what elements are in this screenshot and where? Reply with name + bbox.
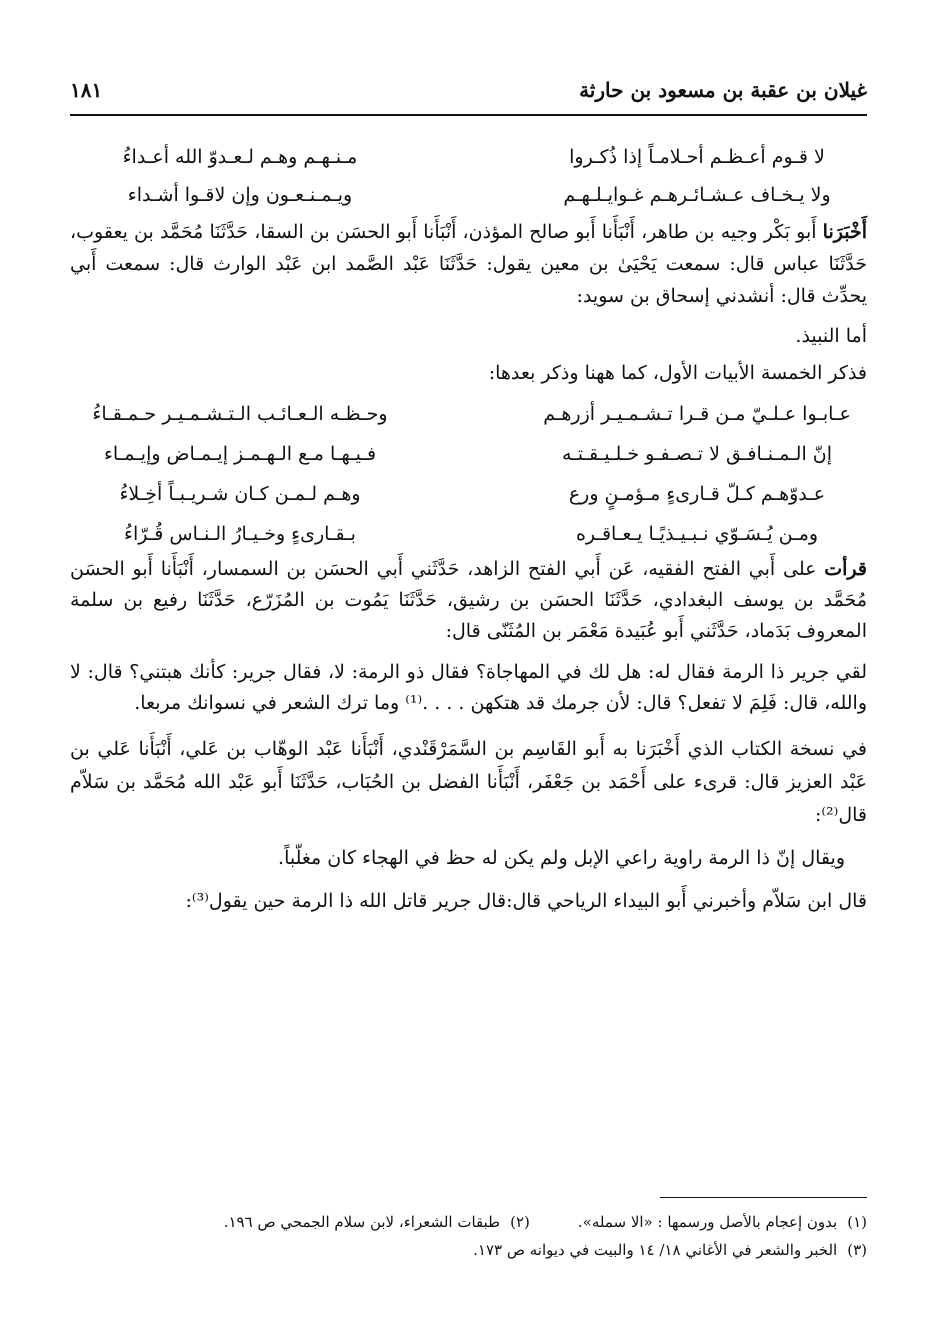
narrative-paragraph: قال ابن سَلاّم وأخبرني أَبو البيداء الرياحي قال:قال جرير قاتل الله ذا الرمة حين يقول⁽³⁾: bbox=[185, 890, 867, 912]
running-header bbox=[70, 68, 867, 112]
verse-line bbox=[70, 474, 867, 514]
paragraph-lead-word: أَخْبَرَنا bbox=[822, 221, 867, 243]
verse-second-hemistich: وحـظـه الـعـائـب الـتـشـمـيـر حـمـقـاءُ bbox=[92, 402, 388, 425]
footnote-text: الخبر والشعر في الأغاني ١٨/ ١٤ والبيت في ديوانه ص ١٧٣. bbox=[473, 1241, 838, 1259]
verse-second-hemistich: فـيـهـا مـع الـهـمـز إيـمـاض وإيـمـاء bbox=[103, 442, 377, 465]
text-line: فذكر الخمسة الأبيات الأول، كما ههنا وذكر بعدها: bbox=[488, 362, 867, 384]
paragraph-text: أَبو بَكْر وجيه بن طاهر، أَنْبَأَنا أَبو صالح المؤذن، أَنْبَأَنا أَبو الحسَن بن السقا، حَدَّثَنَا مُحَمَّد بن يعقوب، حَدَّثَنَا عباس قال: سمعت يَحْيَىٰ بن معين يقول: حَدَّثَنَا عَبْد الصَّمد ابن عَبْد الوارث قال: سمعت أَبي يحدِّث قال: أنشدني إسحاق بن سويد: bbox=[70, 221, 867, 307]
footnote-number: (١) bbox=[847, 1213, 867, 1231]
narrative-paragraph: ويقال إنّ ذا الرمة راوية راعي الإبل ولم يكن له حظ في الهجاء كان مغلّباً. bbox=[278, 847, 845, 869]
footnote-number: (٣) bbox=[847, 1241, 867, 1259]
text-line: أما النبيذ. bbox=[795, 325, 867, 347]
verse-line bbox=[70, 514, 867, 554]
footnote-rule bbox=[660, 1197, 867, 1198]
paragraph-text: على أَبي الفتح الفقيه، عَن أَبي الفتح الزاهد، حَدَّثَني أَبي الحسَن بن السمسار، أَنْبَأَنا أَبو الحسَن مُحَمَّد بن يوسف البغدادي، حَدَّثَنَا الحسَن بن رشيق، حَدَّثَنَا يَمُوت بن المُزَرّع، حَدَّثَنَا رفيع بن سلمة المعروف بَدَماد، حَدَّثَني أَبو عُبَيدة مَعْمَر بن المُثَنّى قال: bbox=[70, 558, 867, 642]
verse-second-hemistich: مـنـهـم وهـم لـعـدوّ الله أعـداءُ bbox=[122, 145, 358, 168]
header-rule bbox=[70, 114, 867, 116]
verse-line bbox=[70, 176, 867, 214]
paragraph-lead-word: قرأت bbox=[824, 558, 867, 580]
narrative-paragraph: لقي جرير ذا الرمة فقال له: هل لك في المهاجاة؟ فقال ذو الرمة: لا، فقال جرير: كأنك هبتني؟ قال: لا والله، قال: فَلِمَ لا تفعل؟ قال: لأن جرمك قد هتكهن . . . .⁽¹⁾ وما ترك الشعر في نسوانك مربعا. bbox=[70, 661, 867, 714]
verse-line bbox=[70, 138, 867, 176]
footnote-line bbox=[70, 1208, 867, 1236]
footnote-line bbox=[70, 1236, 867, 1264]
verse-line bbox=[70, 394, 867, 434]
page-number: ١٨١ bbox=[70, 78, 103, 102]
footnotes bbox=[70, 1208, 867, 1264]
verse-first-hemistich: إنّ الـمـنـافـق لا تـصـفـو خـلـيـقـتـه bbox=[561, 442, 833, 465]
verse-first-hemistich: ومـن يُـسَـوّي نـبـيـذيًـا يـعـاقـره bbox=[575, 522, 819, 545]
main-text bbox=[70, 138, 867, 927]
footnote-number: (٢) bbox=[510, 1213, 530, 1231]
verse-first-hemistich: لا قـوم أعـظـم أحـلامـاً إذا ذُكـروا bbox=[569, 145, 825, 168]
footnote-text: طبقات الشعراء، لابن سلام الجمحي ص ١٩٦. bbox=[223, 1213, 501, 1231]
verse-second-hemistich: ويـمـنـعـون وإن لاقـوا أشـداء bbox=[127, 183, 353, 206]
verse-first-hemistich: ولا يـخـاف عـشـائـرهـم غـوايـلـهـم bbox=[563, 183, 831, 206]
verse-first-hemistich: عـابـوا عـلـيّ مـن قـرا تـشـمـيـر أزرهـم bbox=[543, 402, 851, 425]
isnad-paragraph: في نسخة الكتاب الذي أَخْبَرَنا به أَبو القَاسِم بن السَّمَرْقَنْدي، أَنْبَأَنا عَبْد الوهّاب بن عَلي، أَنْبَأَنا عَلي بن عَبْد العزيز قال: قرىء على أَحْمَد بن جَعْفَر، أَنْبَأَنا الفضل بن الحُبَاب، حَدَّثَنَا أَبو عَبْد الله مُحَمَّد بن سَلاّم قال⁽²⁾: bbox=[70, 738, 867, 826]
header-title: غيلان بن عقبة بن مسعود بن حارثة bbox=[579, 78, 867, 102]
footnote-text: بدون إعجام بالأصل ورسمها : «الا سمله». bbox=[577, 1213, 838, 1231]
verse-line bbox=[70, 434, 867, 474]
verse-first-hemistich: عـدوّهـم كـلّ قـارىءٍ مـؤمـنٍ ورع bbox=[568, 482, 826, 505]
verse-second-hemistich: بـقـارىءٍ وخـيـارُ الـنـاس قُـرّاءُ bbox=[124, 522, 356, 545]
isnad-paragraph bbox=[70, 216, 867, 312]
verse-second-hemistich: وهـم لـمـن كـان شـريـبـاً أخِـلاءُ bbox=[119, 482, 361, 505]
isnad-paragraph bbox=[70, 554, 867, 647]
